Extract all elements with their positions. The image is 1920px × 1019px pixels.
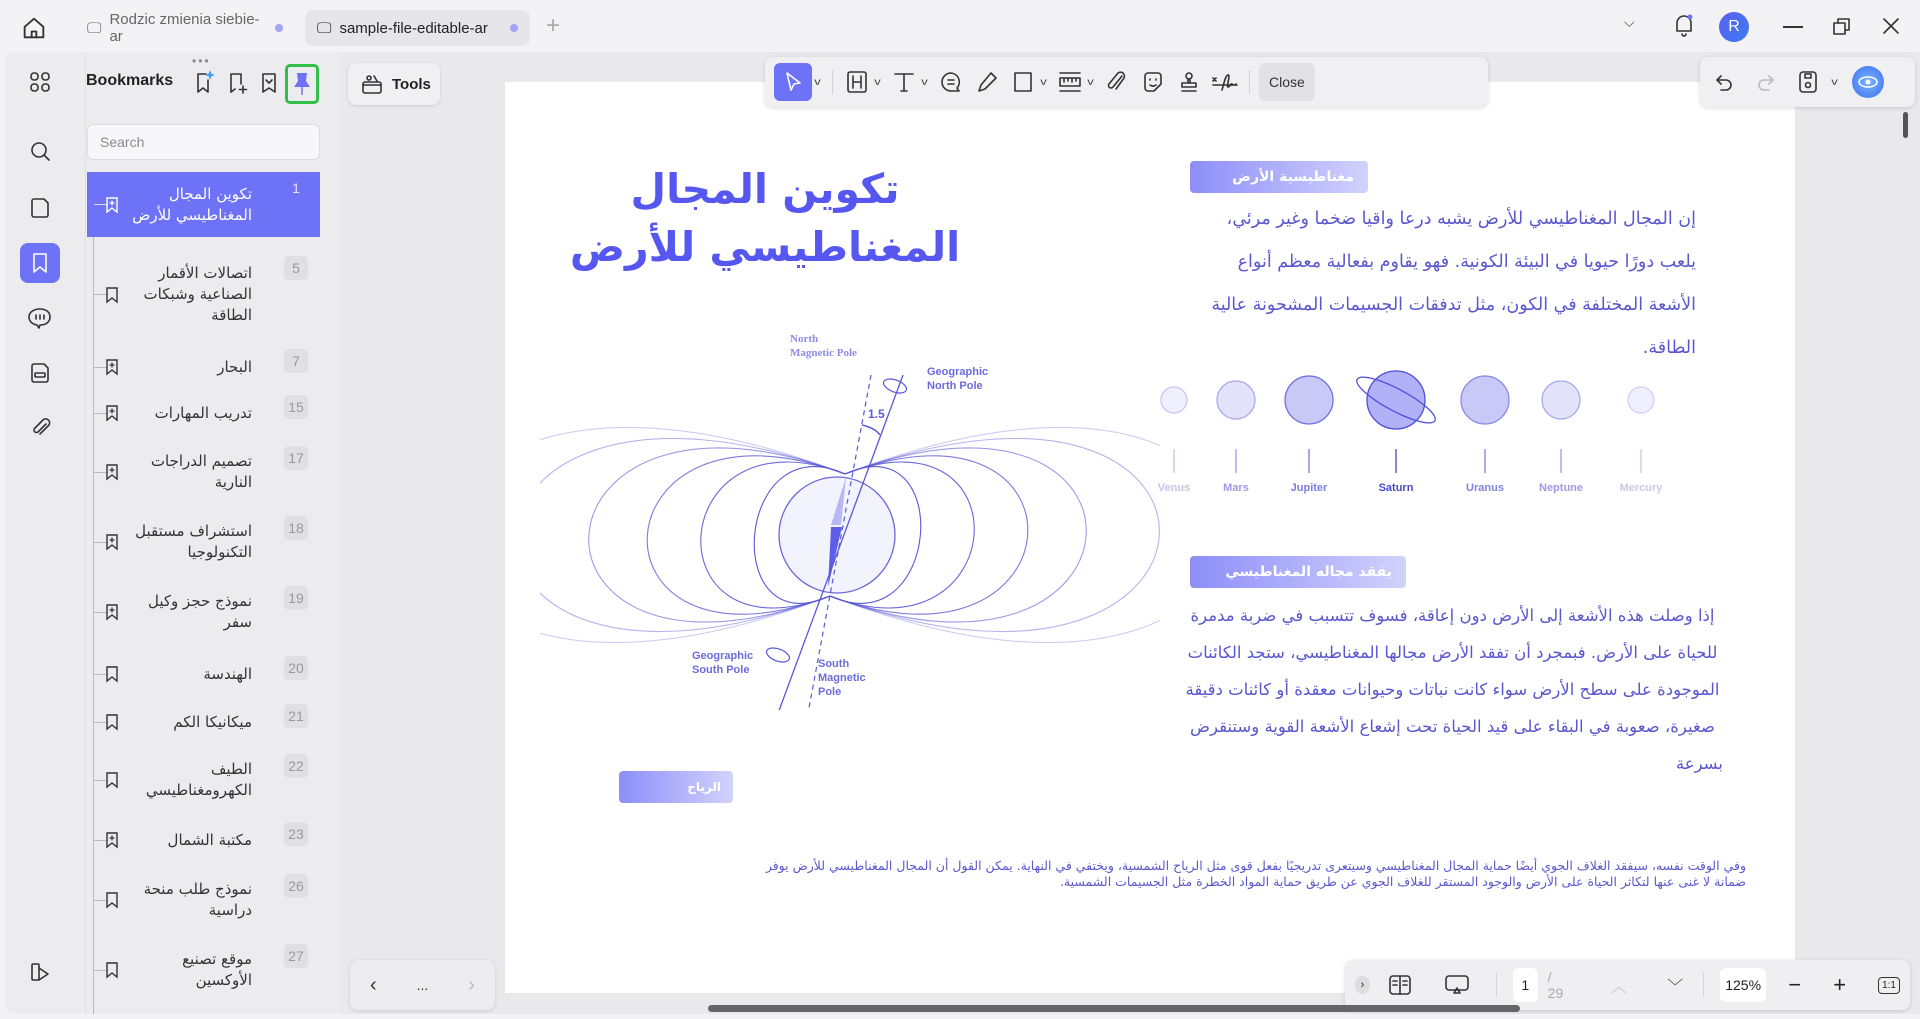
zoom-level: 125% bbox=[1725, 977, 1762, 993]
form-field-icon[interactable] bbox=[20, 353, 60, 393]
actual-size-button[interactable] bbox=[1878, 977, 1900, 994]
chevron-down-icon[interactable]: v bbox=[814, 76, 821, 88]
bookmark-page-number: 21 bbox=[284, 704, 308, 728]
ai-bookmark-icon[interactable] bbox=[194, 70, 216, 96]
right-toolbar bbox=[1700, 57, 1915, 107]
unsaved-dot bbox=[275, 24, 283, 32]
close-window-button[interactable] bbox=[1882, 17, 1900, 35]
text-line: وفي الوقت نفسه، سيفقد الغلاف الجوي أيضًا حماية المجال المغناطيسي وسيتعرى تدريجيًا بفعل قوى مثل الرياح الشمسية، ويختفي في النهاية. يمكن القول أن المجال المغناطيسي للأرض يوفر bbox=[765, 858, 1746, 873]
bookmark-icon bbox=[105, 771, 119, 789]
bookmark-icon bbox=[105, 891, 119, 909]
layers-icon[interactable] bbox=[20, 952, 60, 992]
minimize-button[interactable] bbox=[1783, 26, 1803, 28]
measure-tool-button[interactable] bbox=[1055, 63, 1085, 101]
bookmark-label: الهندسة bbox=[203, 664, 252, 683]
redo-icon bbox=[1755, 71, 1777, 93]
bookmark-item[interactable] bbox=[87, 940, 320, 1000]
divider bbox=[1703, 973, 1704, 997]
heading-tool-button[interactable] bbox=[842, 63, 872, 101]
close-label: Close bbox=[1269, 74, 1305, 90]
current-page-input[interactable] bbox=[1513, 968, 1538, 1002]
search-icon[interactable] bbox=[20, 132, 60, 172]
planet-jupiter bbox=[1285, 376, 1333, 424]
bookmark-page-number: 5 bbox=[284, 256, 308, 280]
title-line: تكوين المجال bbox=[630, 165, 900, 213]
bookmark-plus-icon bbox=[105, 603, 119, 621]
bookmark-icon bbox=[105, 713, 119, 731]
signature-tool-button[interactable] bbox=[1210, 63, 1240, 101]
rectangle-icon bbox=[1011, 70, 1035, 94]
bookmark-label: مكتبة الشمال bbox=[167, 830, 252, 849]
stamp-tool-button[interactable] bbox=[1174, 63, 1204, 101]
bookmark-page-number: 20 bbox=[284, 656, 308, 680]
planet-neptune bbox=[1542, 381, 1580, 419]
bookmark-page-number: 17 bbox=[284, 446, 308, 470]
total-pages: / 29 bbox=[1547, 969, 1564, 1001]
bookmark-icon bbox=[105, 286, 119, 304]
zoom-out-button[interactable]: − bbox=[1788, 972, 1802, 997]
footer-paragraph bbox=[620, 858, 1746, 890]
select-tool-button[interactable] bbox=[774, 63, 812, 101]
planet-mercury bbox=[1628, 387, 1654, 413]
undo-icon bbox=[1713, 71, 1735, 93]
panel-drag-handle[interactable]: ••• bbox=[192, 54, 211, 68]
ruler-icon bbox=[1057, 70, 1083, 94]
home-icon[interactable] bbox=[20, 14, 48, 42]
planet-label: Venus bbox=[1157, 482, 1191, 494]
planets-illustration bbox=[1140, 360, 1710, 500]
bookmark-label: الطيف الكهرومغناطيسي bbox=[145, 760, 252, 799]
thumbnails-grid-icon[interactable] bbox=[20, 62, 60, 102]
text-line: إن المجال المغناطيسي للأرض يشبه درعا واقيا ضخما وغير مرئي، bbox=[1226, 209, 1696, 229]
bookmark-page-number: 7 bbox=[284, 349, 308, 373]
divider bbox=[1496, 973, 1497, 997]
next-button[interactable]: › bbox=[468, 973, 475, 996]
bookmark-label: اتصالات الأقمار الصناعية وشبكات الطاقة bbox=[143, 264, 252, 324]
tab-label: Rodzic zmienia siebie-ar bbox=[109, 11, 260, 45]
planet-label: Saturn bbox=[1378, 482, 1414, 494]
bookmark-plus-icon bbox=[105, 196, 119, 214]
sticker-icon bbox=[1141, 70, 1165, 94]
bookmark-page-number: 22 bbox=[284, 754, 308, 778]
section-heading-loses-field: يفقد مجاله المغناطيسي bbox=[1190, 556, 1406, 588]
previous-button[interactable]: ‹ bbox=[369, 973, 377, 996]
planet-mars bbox=[1217, 381, 1255, 419]
bookmarks-title: Bookmarks bbox=[86, 72, 174, 89]
bookmark-item[interactable] bbox=[87, 700, 320, 744]
bookmark-plus-icon bbox=[105, 533, 119, 551]
notification-bell-icon[interactable] bbox=[1672, 12, 1696, 38]
planet-label: Jupiter bbox=[1290, 482, 1328, 494]
cursor-icon bbox=[783, 71, 803, 93]
bookmark-label: موقع تصنيع الأوكسين bbox=[182, 950, 252, 989]
bookmark-item[interactable] bbox=[87, 870, 320, 930]
tools-label: Tools bbox=[392, 75, 431, 93]
bookmark-item[interactable] bbox=[87, 818, 320, 862]
bookmark-label: نموذج طلب منحة دراسية bbox=[143, 880, 252, 919]
next-page-button[interactable]: ﹀ bbox=[1667, 978, 1684, 996]
bookmark-page-number: 1 bbox=[292, 180, 300, 196]
angle-label: 1.5 bbox=[868, 407, 885, 421]
text-line: يلعب دورًا حيويا في البيئة الكونية. فهو يقاوم بفعالية معظم أنواع bbox=[1237, 252, 1696, 272]
paperclip-icon bbox=[1105, 70, 1129, 94]
bookmark-item[interactable] bbox=[87, 345, 320, 389]
heading-icon bbox=[846, 70, 868, 94]
bookmark-item[interactable] bbox=[87, 652, 320, 696]
tab-sample-file[interactable] bbox=[305, 10, 530, 46]
comments-icon[interactable] bbox=[20, 298, 60, 338]
close-toolbar-button[interactable] bbox=[1259, 63, 1315, 101]
document-title bbox=[560, 160, 970, 276]
bookmark-item[interactable] bbox=[87, 512, 320, 572]
geographic-north-pole-label: Geographic North Pole bbox=[927, 366, 989, 392]
south-magnetic-pole-label: South Magnetic Pole bbox=[818, 658, 866, 698]
bookmark-plus-icon bbox=[105, 404, 119, 422]
chevron-down-icon[interactable]: v bbox=[1831, 76, 1838, 88]
planet-uranus bbox=[1461, 376, 1509, 424]
zoom-in-button[interactable]: + bbox=[1833, 972, 1847, 997]
bookmark-label: ميكانيكا الكم bbox=[173, 712, 252, 731]
magnetic-field-diagram bbox=[540, 320, 1160, 710]
attachment-icon[interactable] bbox=[20, 408, 60, 448]
collapse-bookmarks-icon[interactable] bbox=[259, 70, 279, 96]
pin-panel-button[interactable] bbox=[285, 64, 319, 104]
bookmark-page-number: 19 bbox=[284, 586, 308, 610]
bookmark-page-number: 18 bbox=[284, 516, 308, 540]
bookmark-label: البحار bbox=[217, 357, 252, 376]
undo-button[interactable] bbox=[1709, 63, 1739, 101]
vertical-scrollbar[interactable] bbox=[1903, 112, 1908, 138]
geographic-south-pole-label: Geographic South Pole bbox=[692, 650, 754, 676]
page-icon[interactable] bbox=[20, 188, 60, 228]
planet-label: Uranus bbox=[1466, 482, 1504, 494]
bookmark-icon bbox=[105, 961, 119, 979]
monitor-icon: 🖵 bbox=[317, 19, 332, 37]
pencil-icon bbox=[975, 70, 999, 94]
tab-rodzic[interactable] bbox=[75, 10, 295, 46]
rotation-arrow-north bbox=[882, 376, 909, 395]
avatar-letter: R bbox=[1728, 18, 1740, 35]
left-rail bbox=[5, 52, 85, 1014]
sticker-tool-button[interactable] bbox=[1138, 63, 1168, 101]
tabs-dropdown-icon[interactable]: ⌵ bbox=[1624, 14, 1635, 30]
bookmark-plus-icon bbox=[105, 358, 119, 376]
planet-label: Mercury bbox=[1619, 482, 1663, 494]
annotation-toolbar bbox=[765, 57, 1488, 107]
page-nav-box bbox=[350, 960, 495, 1010]
text-line: بسرعة bbox=[1675, 754, 1723, 773]
add-bookmark-icon[interactable] bbox=[227, 70, 249, 96]
tab-label: sample-file-editable-ar bbox=[339, 19, 488, 37]
previous-page-button[interactable]: ︿ bbox=[1611, 978, 1628, 996]
bookmark-page-number: 15 bbox=[284, 395, 308, 419]
text-icon bbox=[892, 70, 916, 94]
bookmark-label: تصميم الدراجات النارية bbox=[150, 452, 252, 491]
monitor-icon: 🖵 bbox=[87, 19, 102, 37]
redo-button[interactable] bbox=[1751, 63, 1781, 101]
bookmark-item[interactable] bbox=[87, 391, 320, 435]
bookmark-page-number: 27 bbox=[284, 944, 308, 968]
toolbox-icon bbox=[360, 72, 384, 96]
bookmark-icon bbox=[105, 665, 119, 683]
avatar[interactable] bbox=[1719, 12, 1749, 42]
text-tool-button[interactable] bbox=[889, 63, 919, 101]
page-layout-icon[interactable] bbox=[1388, 974, 1412, 996]
comment-icon bbox=[939, 70, 963, 94]
text-line: الأشعة المختلفة في الكون، مثل تدفقات الجسيمات المشحونة عالية bbox=[1211, 295, 1696, 315]
section-heading-earth-magnetism: مغناطيسية الأرض bbox=[1190, 161, 1368, 193]
text-line: الطاقة. bbox=[1642, 338, 1696, 358]
tools-button[interactable] bbox=[348, 63, 440, 105]
stamp-icon bbox=[1177, 70, 1201, 94]
text-line: للحياة على الأرض. فبمجرد أن تفقد الأرض مجالها المغناطيسي، ستجد الكائنات bbox=[1187, 643, 1718, 662]
bookmark-item[interactable] bbox=[87, 750, 320, 810]
unsaved-dot bbox=[510, 24, 518, 32]
current-page: 1 bbox=[1521, 977, 1530, 993]
text-line: إذا وصلت هذه الأشعة إلى الأرض دون إعاقة، فسوف تتسبب في ضربة مدمرة bbox=[1190, 606, 1715, 625]
bookmark-page-number: 26 bbox=[284, 874, 308, 898]
bookmark-plus-icon bbox=[105, 463, 119, 481]
save-button[interactable] bbox=[1793, 63, 1823, 101]
divider bbox=[1249, 70, 1250, 94]
bookmark-item[interactable] bbox=[87, 582, 320, 642]
expand-bar-button[interactable]: › bbox=[1355, 976, 1370, 994]
bookmark-item[interactable] bbox=[87, 252, 320, 337]
save-icon bbox=[1797, 70, 1819, 94]
signature-icon bbox=[1210, 70, 1240, 94]
pin-icon bbox=[292, 71, 312, 97]
ai-assistant-icon bbox=[1857, 71, 1879, 93]
chevron-down-icon[interactable]: v bbox=[874, 76, 881, 88]
bookmark-item[interactable] bbox=[87, 172, 320, 237]
more-button[interactable]: ... bbox=[416, 977, 429, 993]
north-magnetic-pole-label: North Magnetic Pole bbox=[790, 333, 857, 359]
bookmark-page-number: 23 bbox=[284, 822, 308, 846]
solar-wind-label: الرياح الشمسية bbox=[619, 771, 733, 803]
ai-assistant-button[interactable] bbox=[1852, 66, 1884, 98]
title-line: المغناطيسي للأرض bbox=[569, 223, 961, 271]
bookmark-label: تدريب المهارات bbox=[154, 403, 252, 422]
horizontal-scrollbar[interactable] bbox=[708, 1005, 1520, 1012]
presentation-icon[interactable] bbox=[1444, 973, 1470, 997]
planet-label: Mars bbox=[1223, 482, 1249, 494]
chevron-down-icon[interactable]: v bbox=[1087, 76, 1094, 88]
text-line: الموجودة على سطح الأرض سواء كانت نباتات وحيوانات معقدة أو كائنات دقيقة bbox=[1185, 680, 1720, 699]
restore-button[interactable] bbox=[1832, 17, 1852, 37]
rotation-arrow-south bbox=[765, 645, 792, 664]
section1-paragraph bbox=[1190, 198, 1696, 370]
section2-paragraph bbox=[1180, 597, 1725, 782]
bookmark-label: تكوين المجال المغناطيسي للأرض bbox=[132, 184, 252, 224]
divider bbox=[832, 70, 833, 94]
actual-size-label: 1:1 bbox=[1882, 979, 1896, 991]
shape-tool-button[interactable] bbox=[1008, 63, 1038, 101]
bookmark-search-input[interactable] bbox=[87, 124, 320, 160]
planet-venus bbox=[1161, 387, 1187, 413]
bookmark-item[interactable] bbox=[87, 442, 320, 502]
text-line: صغيرة، صعوبة في البقاء على قيد الحياة تحت إشعاع الأشعة القوية وستنقرض bbox=[1190, 717, 1715, 736]
text-line: ضمانة لا غنى عنها لتكاثر الحياة على الأرض والوجود المستقر للغلاف الجوي عن طريق حماية المواد الخطرة مثل الجسيمات الشمسية. bbox=[1059, 874, 1746, 889]
bookmark-plus-icon bbox=[105, 831, 119, 849]
planet-label: Neptune bbox=[1539, 482, 1583, 494]
page-controls-bar bbox=[1345, 960, 1910, 1010]
angle-arc bbox=[862, 425, 880, 435]
chevron-down-icon[interactable]: v bbox=[1040, 76, 1047, 88]
bookmark-label: نموذج حجز وكيل سفر bbox=[148, 592, 252, 631]
bookmark-label: استشراف مستقبل التكنولوجيا bbox=[135, 522, 252, 561]
attach-tool-button[interactable] bbox=[1102, 63, 1132, 101]
bookmark-panel-icon[interactable] bbox=[20, 243, 60, 283]
chevron-down-icon[interactable]: v bbox=[921, 76, 928, 88]
comment-tool-button[interactable] bbox=[936, 63, 966, 101]
zoom-level-input[interactable] bbox=[1720, 968, 1766, 1002]
new-tab-button[interactable]: + bbox=[546, 12, 561, 39]
highlight-tool-button[interactable] bbox=[972, 63, 1002, 101]
